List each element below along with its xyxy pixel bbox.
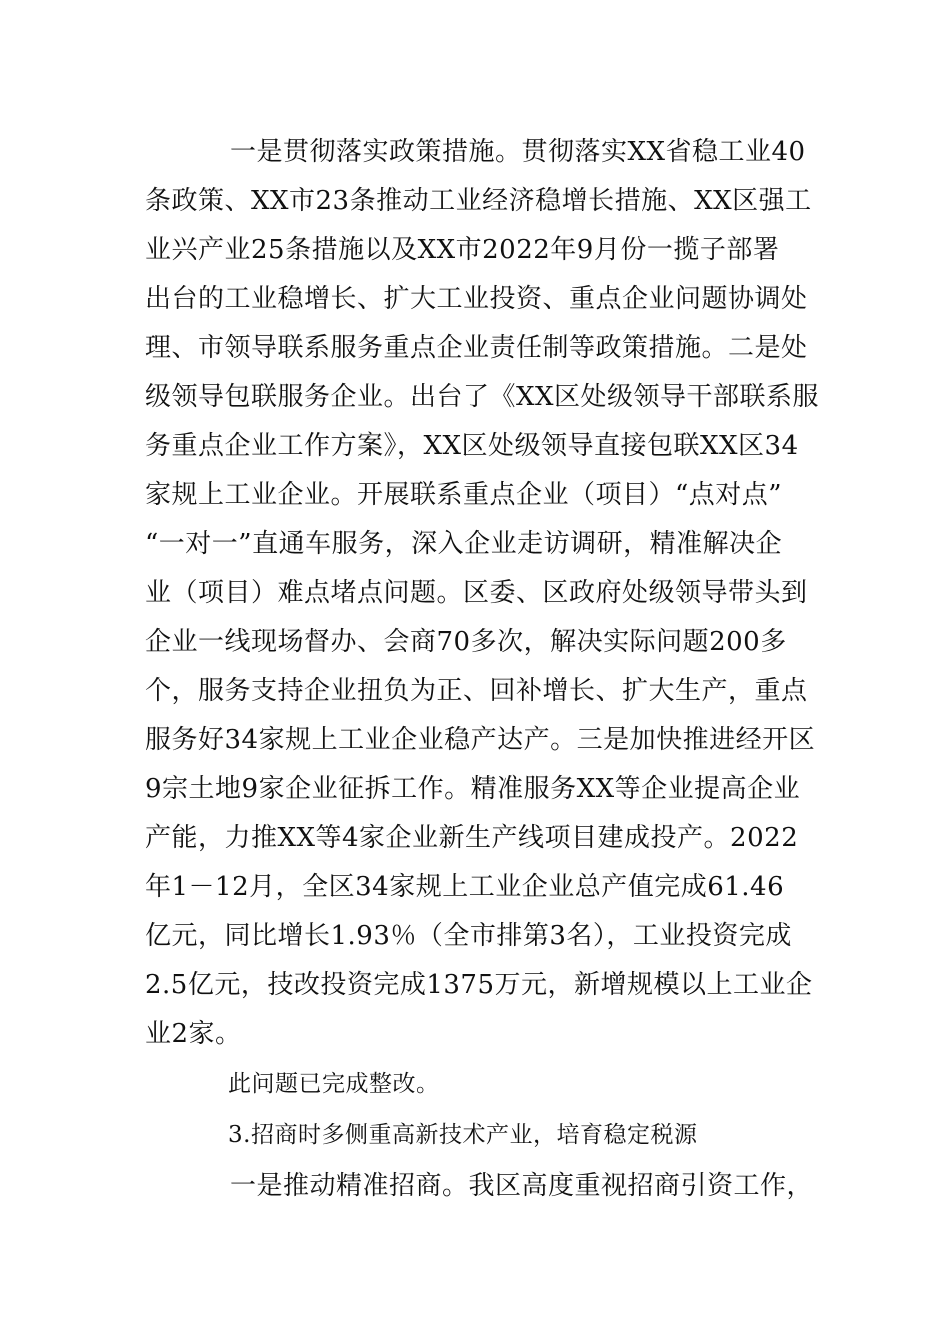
paragraph-1-line-17: 亿元，同比增长1.93％（全市排第3名），工业投资完成: [145, 921, 792, 951]
paragraph-1-line-13: 服务好34家规上工业企业稳产达产。三是加快推进经开区: [145, 725, 816, 755]
paragraph-1-line-15: 产能，力推XX等4家企业新生产线项目建成投产。2022: [145, 823, 799, 853]
paragraph-1-line-1: 一是贯彻落实政策措施。贯彻落实XX省稳工业40: [230, 137, 806, 167]
rectification-status: 此问题已完成整改。: [228, 1071, 440, 1097]
paragraph-1-line-4: 出台的工业稳增长、扩大工业投资、重点企业问题协调处: [145, 284, 808, 314]
paragraph-1-line-8: 家规上工业企业。开展联系重点企业（项目）“点对点”: [145, 480, 783, 510]
paragraph-1-line-5: 理、市领导联系服务重点企业责任制等政策措施。二是处: [145, 333, 808, 363]
section-heading: 3.招商时多侧重高新技术产业，培育稳定税源: [228, 1122, 698, 1148]
paragraph-1-line-9: “一对一”直通车服务，深入企业走访调研，精准解决企: [145, 529, 783, 559]
paragraph-1-line-16: 年1－12月，全区34家规上工业企业总产值完成61.46: [145, 872, 785, 902]
paragraph-1-line-6: 级领导包联服务企业。出台了《XX区处级领导干部联系服: [145, 382, 820, 412]
paragraph-1-line-7: 务重点企业工作方案》，XX区处级领导直接包联XX区34: [145, 431, 799, 461]
paragraph-1-line-2: 条政策、XX市23条推动工业经济稳增长措施、XX区强工: [145, 186, 812, 216]
paragraph-1-line-11: 企业一线现场督办、会商70多次，解决实际问题200多: [145, 627, 787, 657]
paragraph-1-line-14: 9宗土地9家企业征拆工作。精准服务XX等企业提高企业: [145, 774, 801, 804]
paragraph-1-line-19: 业2家。: [145, 1019, 242, 1049]
paragraph-1-line-10: 业（项目）难点堵点问题。区委、区政府处级领导带头到: [145, 578, 808, 608]
paragraph-1-line-12: 个，服务支持企业扭负为正、回补增长、扩大生产，重点: [145, 676, 808, 706]
paragraph-1-line-3: 业兴产业25条措施以及XX市2022年9月份一揽子部署: [145, 235, 780, 265]
paragraph-2-line-1: 一是推动精准招商。我区高度重视招商引资工作，: [230, 1171, 814, 1201]
paragraph-1-line-18: 2.5亿元，技改投资完成1375万元，新增规模以上工业企: [145, 970, 813, 1000]
